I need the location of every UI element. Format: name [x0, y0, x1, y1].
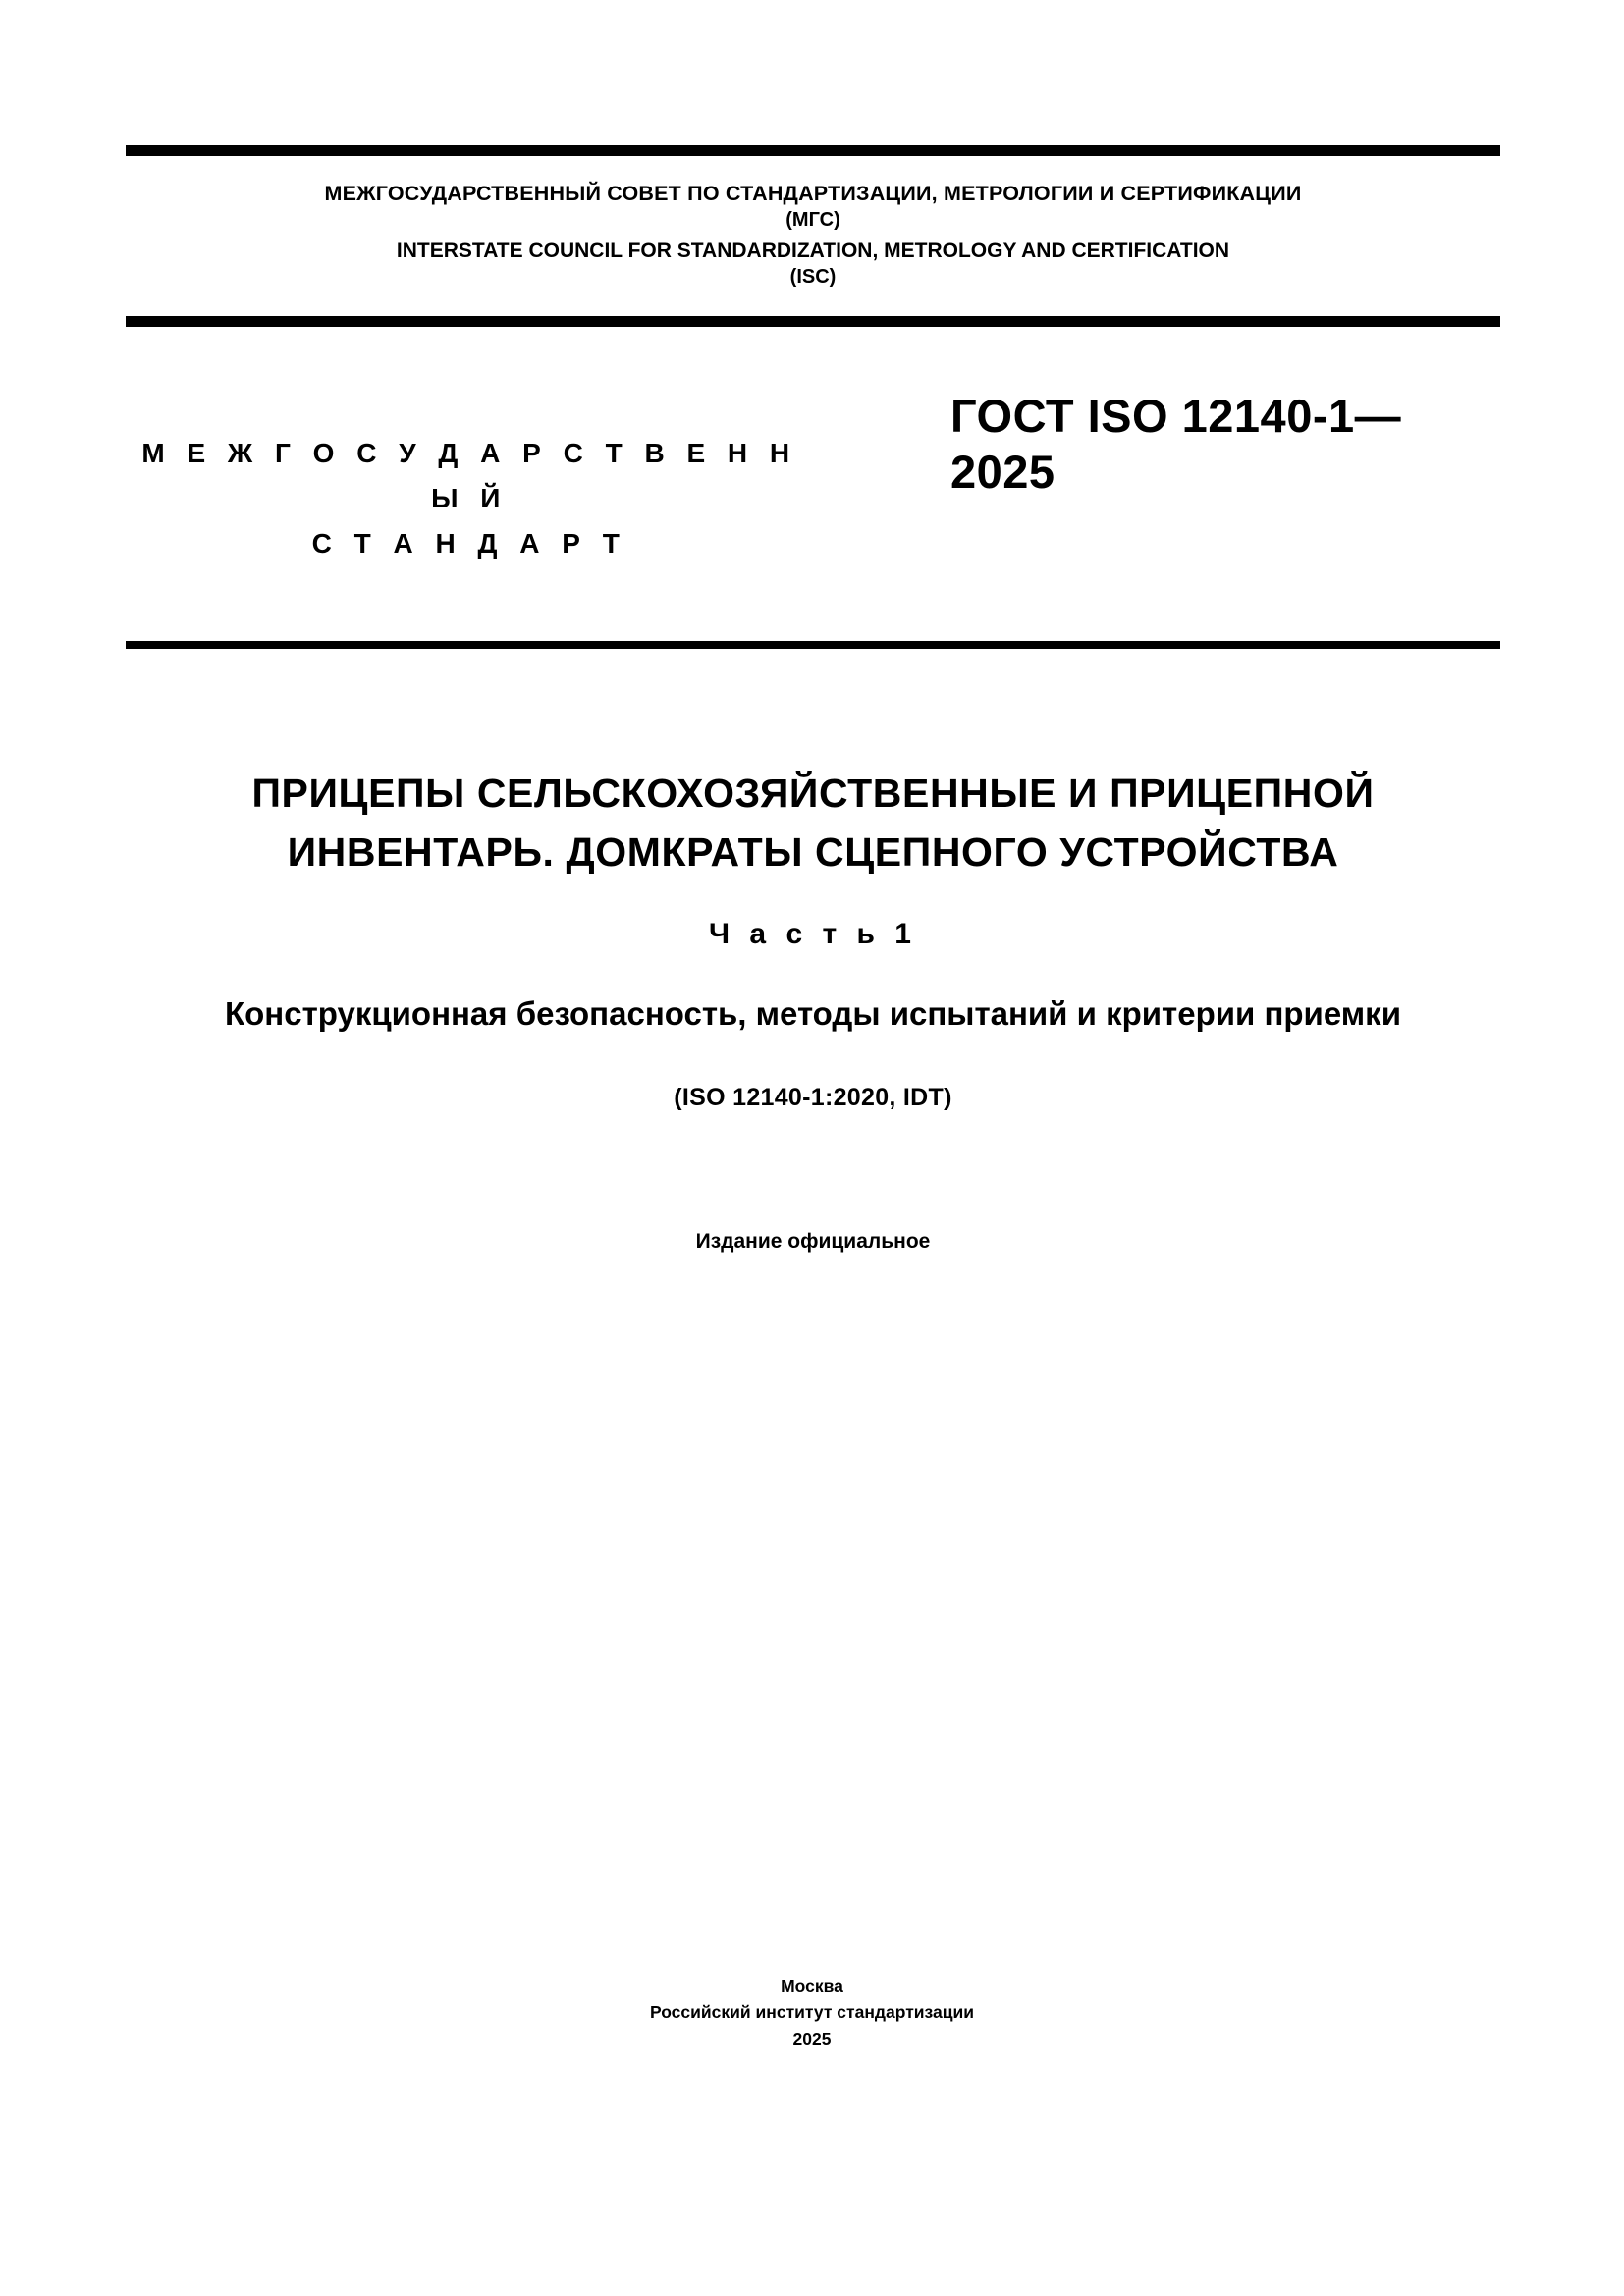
- top-rule: [126, 145, 1500, 156]
- council-name-ru: МЕЖГОСУДАРСТВЕННЫЙ СОВЕТ ПО СТАНДАРТИЗАЦИИ, МЕТРОЛОГИИ И СЕРТИФИКАЦИИ: [324, 182, 1302, 205]
- page-content: [126, 0, 1500, 1254]
- imprint-block: [0, 1973, 1624, 2053]
- standard-number: [921, 388, 1500, 501]
- council-name-en: INTERSTATE COUNCIL FOR STANDARDIZATION, METROLOGY AND CERTIFICATION: [396, 239, 1230, 262]
- standard-type-line-2: С Т А Н Д А Р Т: [311, 528, 627, 560]
- document-main-title: ПРИЦЕПЫ СЕЛЬСКОХОЗЯЙСТВЕННЫЕ И ПРИЦЕПНОЙ ИНВЕНТАРЬ. ДОМКРАТЫ СЦЕПНОГО УСТРОЙСТВА: [251, 770, 1375, 875]
- council-abbr-ru: (МГС): [785, 209, 840, 232]
- document-part-label: Ч а с т ь 1: [709, 917, 917, 950]
- standard-designation-row: [126, 388, 1500, 584]
- imprint-city: Москва: [781, 1976, 843, 1996]
- imprint-year: 2025: [792, 2029, 832, 2050]
- iso-reference: (ISO 12140-1:2020, IDT): [674, 1084, 952, 1112]
- standard-type: [126, 388, 813, 567]
- document-subtitle: Конструкционная безопасность, методы испытаний и критерии приемки: [225, 994, 1401, 1032]
- standard-type-line-1: М Е Ж Г О С У Д А Р С Т В Е Н Н Ы Й: [141, 437, 797, 514]
- standard-designation: ГОСТ ISO 12140-1— 2025: [950, 389, 1402, 499]
- header-bottom-rule: [126, 316, 1500, 327]
- council-header: [126, 156, 1500, 306]
- edition-note: Издание официальное: [695, 1230, 931, 1254]
- imprint-publisher: Российский институт стандартизации: [649, 2002, 975, 2023]
- designation-bottom-rule: [126, 641, 1500, 649]
- council-abbr-en: (ISC): [789, 266, 837, 289]
